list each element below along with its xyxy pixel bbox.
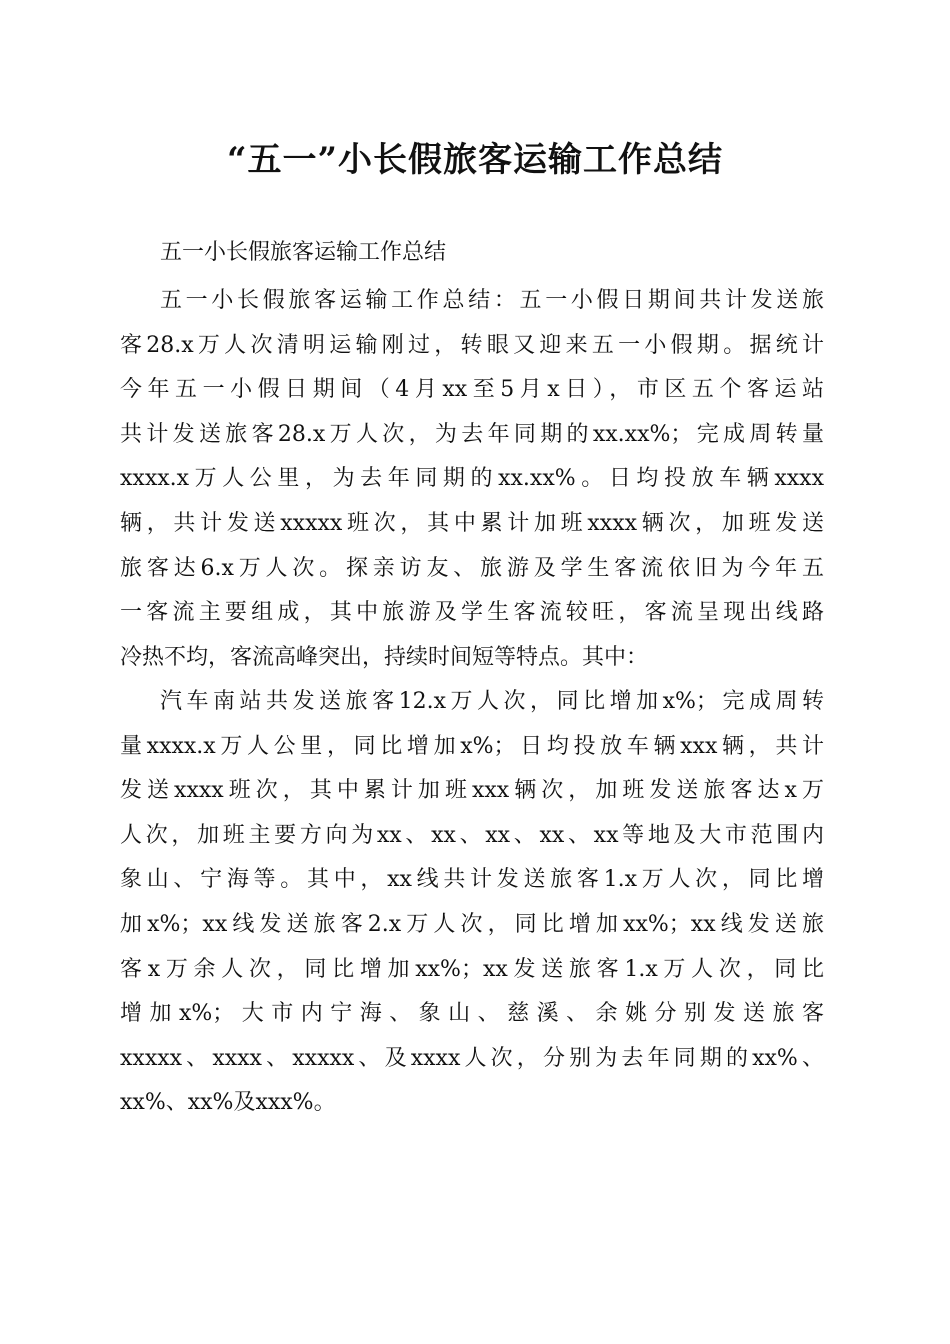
paragraph-line: 今年五一小假日期间（4月xx至5月x日），市区五个客运站	[120, 377, 824, 403]
paragraph-line: 象山、宁海等。其中，xx线共计发送旅客1.x万人次，同比增	[120, 867, 824, 893]
paragraph-line: 加x%；xx线发送旅客2.x万人次，同比增加xx%；xx线发送旅	[120, 911, 824, 937]
paragraph-line: 客28.x万人次清明运输刚过，转眼又迎来五一小假期。据统计	[120, 332, 824, 358]
paragraph-line: xxxx.x万人公里，为去年同期的xx.xx%。日均投放车辆xxxx	[120, 466, 824, 492]
paragraph-line: 冷热不均，客流高峰突出，持续时间短等特点。其中：	[120, 644, 649, 670]
paragraph-line: 增加x%；大市内宁海、象山、慈溪、余姚分别发送旅客	[120, 1001, 824, 1027]
paragraph-line: xx%、xx%及xxx%。	[120, 1090, 336, 1116]
paragraph-line: xxxxx、xxxx、xxxxx、及xxxx人次，分别为去年同期的xx%、	[120, 1045, 824, 1071]
paragraph-south-station	[120, 680, 824, 1126]
paragraph-line: 汽车南站共发送旅客12.x万人次，同比增加x%；完成周转	[160, 689, 824, 714]
paragraph-line: 一客流主要组成，其中旅游及学生客流较旺，客流呈现出线路	[120, 600, 824, 626]
paragraph-summary	[120, 279, 824, 680]
document-title: “五一”小长假旅客运输工作总结	[226, 140, 724, 180]
paragraph-line: 辆，共计发送xxxxx班次，其中累计加班xxxx辆次，加班发送	[120, 510, 824, 536]
paragraph-line: 五一小长假旅客运输工作总结：五一小假日期间共计发送旅	[160, 288, 824, 313]
paragraph-line: 客x万余人次，同比增加xx%；xx发送旅客1.x万人次，同比	[120, 956, 824, 982]
paragraph-line: 量xxxx.x万人公里，同比增加x%；日均投放车辆xxx辆，共计	[120, 733, 824, 759]
paragraph-line: 发送xxxx班次，其中累计加班xxx辆次，加班发送旅客达x万	[120, 778, 824, 804]
paragraph-line: 人次，加班主要方向为xx、xx、xx、xx、xx等地及大市范围内	[120, 822, 824, 848]
document-subtitle: 五一小长假旅客运输工作总结	[160, 240, 447, 265]
paragraph-line: 共计发送旅客28.x万人次，为去年同期的xx.xx%；完成周转量	[120, 421, 824, 447]
paragraph-line: 旅客达6.x万人次。探亲访友、旅游及学生客流依旧为今年五	[120, 555, 824, 581]
